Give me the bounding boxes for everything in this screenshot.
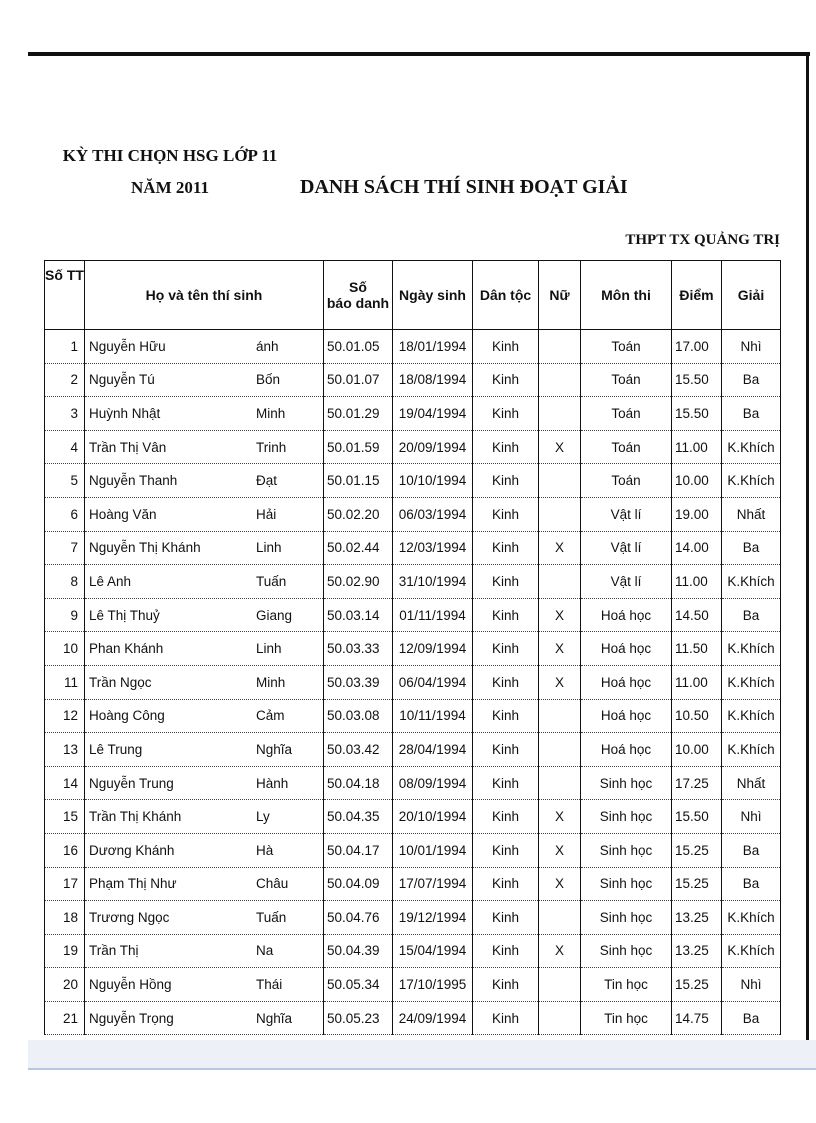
cell-ethnic: Kinh [473, 430, 539, 464]
cell-subject: Tin học [581, 1001, 672, 1035]
cell-surname: Trần Thị [89, 943, 139, 959]
col-header-subject: Môn thi [581, 261, 672, 330]
cell-female [539, 565, 581, 599]
cell-dob: 06/03/1994 [393, 497, 473, 531]
table-row [45, 833, 781, 867]
cell-ethnic: Kinh [473, 1001, 539, 1035]
table-row [45, 766, 781, 800]
cell-sbd: 50.04.39 [324, 934, 393, 968]
cell-stt: 16 [45, 833, 85, 867]
winners-table [44, 260, 781, 1035]
cell-sbd: 50.02.90 [324, 565, 393, 599]
cell-prize: Ba [722, 867, 781, 901]
cell-prize: Nhì [722, 800, 781, 834]
cell-name [85, 397, 324, 431]
cell-subject: Sinh học [581, 901, 672, 935]
cell-dob: 12/09/1994 [393, 632, 473, 666]
cell-surname: Nguyễn Trung [89, 775, 174, 791]
cell-given-name: Hải [256, 506, 277, 522]
page-title: DANH SÁCH THÍ SINH ĐOẠT GIẢI [300, 176, 628, 198]
cell-prize: Ba [722, 1001, 781, 1035]
cell-score: 14.50 [672, 598, 722, 632]
exam-name: KỲ THI CHỌN HSG LỚP 11 [62, 146, 278, 165]
cell-given-name: Ly [256, 809, 270, 825]
cell-given-name: Hành [256, 775, 289, 791]
cell-given-name: Nghĩa [256, 741, 293, 757]
col-header-stt: Số TT [45, 261, 85, 330]
cell-dob: 17/10/1995 [393, 968, 473, 1002]
cell-score: 15.50 [672, 397, 722, 431]
cell-stt: 6 [45, 497, 85, 531]
table-row [45, 330, 781, 364]
cell-name [85, 497, 324, 531]
cell-stt: 14 [45, 766, 85, 800]
cell-dob: 06/04/1994 [393, 665, 473, 699]
cell-score: 11.50 [672, 632, 722, 666]
cell-surname: Lê Anh [89, 573, 132, 589]
cell-ethnic: Kinh [473, 699, 539, 733]
top-border-line [28, 52, 810, 56]
cell-dob: 17/07/1994 [393, 867, 473, 901]
cell-ethnic: Kinh [473, 464, 539, 498]
cell-name [85, 1001, 324, 1035]
cell-surname: Hoàng Công [89, 708, 165, 724]
cell-female: X [539, 531, 581, 565]
cell-dob: 28/04/1994 [393, 733, 473, 767]
cell-prize: K.Khích [722, 565, 781, 599]
cell-dob: 10/11/1994 [393, 699, 473, 733]
cell-female [539, 699, 581, 733]
cell-dob: 08/09/1994 [393, 766, 473, 800]
cell-name [85, 531, 324, 565]
cell-ethnic: Kinh [473, 968, 539, 1002]
cell-given-name: Thái [256, 977, 283, 993]
cell-dob: 12/03/1994 [393, 531, 473, 565]
table-row [45, 632, 781, 666]
col-header-ethnic: Dân tộc [473, 261, 539, 330]
cell-prize: Ba [722, 833, 781, 867]
cell-dob: 01/11/1994 [393, 598, 473, 632]
cell-score: 15.50 [672, 363, 722, 397]
cell-dob: 19/12/1994 [393, 901, 473, 935]
cell-prize: Nhất [722, 766, 781, 800]
table-row [45, 800, 781, 834]
cell-name [85, 330, 324, 364]
cell-ethnic: Kinh [473, 766, 539, 800]
col-header-female: Nữ [539, 261, 581, 330]
cell-dob: 24/09/1994 [393, 1001, 473, 1035]
school-name: THPT TX QUẢNG TRỊ [625, 232, 780, 248]
cell-female: X [539, 934, 581, 968]
cell-female [539, 1001, 581, 1035]
cell-stt: 11 [45, 665, 85, 699]
table-row [45, 968, 781, 1002]
cell-stt: 1 [45, 330, 85, 364]
cell-name [85, 565, 324, 599]
cell-subject: Toán [581, 464, 672, 498]
cell-given-name: Châu [256, 876, 289, 892]
cell-stt: 9 [45, 598, 85, 632]
cell-ethnic: Kinh [473, 565, 539, 599]
cell-name [85, 632, 324, 666]
cell-given-name: Nghĩa [256, 1010, 293, 1026]
cell-surname: Lê Trung [89, 741, 143, 757]
cell-name [85, 968, 324, 1002]
cell-ethnic: Kinh [473, 800, 539, 834]
table-row [45, 867, 781, 901]
cell-given-name: Tuấn [256, 573, 287, 589]
cell-surname: Trương Ngọc [89, 909, 170, 925]
cell-name [85, 430, 324, 464]
cell-prize: K.Khích [722, 901, 781, 935]
cell-surname: Nguyễn Trọng [89, 1010, 174, 1026]
cell-dob: 15/04/1994 [393, 934, 473, 968]
cell-sbd: 50.01.29 [324, 397, 393, 431]
cell-name [85, 363, 324, 397]
cell-surname: Huỳnh Nhật [89, 405, 161, 421]
cell-dob: 31/10/1994 [393, 565, 473, 599]
cell-female [539, 330, 581, 364]
table-row [45, 397, 781, 431]
cell-score: 14.75 [672, 1001, 722, 1035]
cell-prize: Ba [722, 531, 781, 565]
exam-year: NĂM 2011 [131, 178, 209, 197]
cell-stt: 7 [45, 531, 85, 565]
cell-dob: 10/01/1994 [393, 833, 473, 867]
cell-surname: Nguyễn Hữu [89, 338, 166, 354]
cell-female [539, 968, 581, 1002]
table-row [45, 934, 781, 968]
table-row [45, 1001, 781, 1035]
cell-sbd: 50.04.17 [324, 833, 393, 867]
cell-sbd: 50.01.07 [324, 363, 393, 397]
cell-sbd: 50.03.33 [324, 632, 393, 666]
cell-score: 17.25 [672, 766, 722, 800]
cell-stt: 17 [45, 867, 85, 901]
cell-ethnic: Kinh [473, 363, 539, 397]
cell-surname: Trần Ngọc [89, 674, 152, 690]
cell-subject: Sinh học [581, 766, 672, 800]
cell-stt: 21 [45, 1001, 85, 1035]
cell-stt: 8 [45, 565, 85, 599]
table-row [45, 598, 781, 632]
cell-surname: Lê Thị Thuỷ [89, 607, 160, 623]
cell-ethnic: Kinh [473, 531, 539, 565]
col-header-score: Điểm [672, 261, 722, 330]
cell-dob: 18/01/1994 [393, 330, 473, 364]
cell-subject: Toán [581, 363, 672, 397]
cell-prize: K.Khích [722, 934, 781, 968]
cell-given-name: Na [256, 943, 274, 959]
cell-score: 10.50 [672, 699, 722, 733]
cell-sbd: 50.01.59 [324, 430, 393, 464]
cell-female: X [539, 632, 581, 666]
cell-prize: K.Khích [722, 733, 781, 767]
cell-given-name: Hà [256, 842, 274, 858]
cell-female [539, 497, 581, 531]
cell-score: 15.25 [672, 867, 722, 901]
cell-surname: Trần Thị Vân [89, 439, 167, 455]
cell-sbd: 50.04.18 [324, 766, 393, 800]
col-header-dob: Ngày sinh [393, 261, 473, 330]
cell-female: X [539, 833, 581, 867]
cell-surname: Nguyễn Tú [89, 372, 155, 388]
cell-dob: 20/09/1994 [393, 430, 473, 464]
cell-name [85, 800, 324, 834]
cell-subject: Sinh học [581, 800, 672, 834]
cell-surname: Phạm Thị Như [89, 876, 177, 892]
cell-surname: Dương Khánh [89, 842, 175, 858]
cell-ethnic: Kinh [473, 397, 539, 431]
cell-given-name: Minh [256, 674, 286, 690]
cell-dob: 18/08/1994 [393, 363, 473, 397]
cell-prize: Nhì [722, 330, 781, 364]
cell-ethnic: Kinh [473, 632, 539, 666]
table-row [45, 430, 781, 464]
cell-female [539, 766, 581, 800]
cell-subject: Vật lí [581, 565, 672, 599]
cell-name [85, 934, 324, 968]
table-row [45, 497, 781, 531]
cell-dob: 10/10/1994 [393, 464, 473, 498]
cell-score: 11.00 [672, 430, 722, 464]
cell-surname: Nguyễn Thanh [89, 473, 178, 489]
cell-surname: Hoàng Văn [89, 506, 157, 522]
table-row [45, 901, 781, 935]
cell-female [539, 464, 581, 498]
cell-score: 10.00 [672, 733, 722, 767]
table-row [45, 531, 781, 565]
cell-prize: K.Khích [722, 632, 781, 666]
cell-name [85, 733, 324, 767]
cell-given-name: Linh [256, 540, 282, 556]
cell-surname: Phan Khánh [89, 641, 164, 657]
cell-subject: Hoá học [581, 598, 672, 632]
cell-given-name: Tuấn [256, 909, 287, 925]
cell-given-name: ánh [256, 338, 279, 354]
cell-score: 15.50 [672, 800, 722, 834]
page-footer-band [28, 1040, 816, 1070]
cell-score: 15.25 [672, 968, 722, 1002]
table-row [45, 665, 781, 699]
cell-ethnic: Kinh [473, 833, 539, 867]
cell-ethnic: Kinh [473, 867, 539, 901]
cell-sbd: 50.03.42 [324, 733, 393, 767]
cell-prize: Nhì [722, 968, 781, 1002]
cell-subject: Vật lí [581, 531, 672, 565]
cell-stt: 19 [45, 934, 85, 968]
table-row [45, 699, 781, 733]
cell-female: X [539, 598, 581, 632]
cell-name [85, 699, 324, 733]
cell-prize: K.Khích [722, 430, 781, 464]
cell-sbd: 50.03.14 [324, 598, 393, 632]
cell-surname: Nguyễn Thị Khánh [89, 540, 201, 556]
right-border-line [806, 52, 809, 1042]
cell-surname: Trần Thị Khánh [89, 809, 182, 825]
cell-name [85, 598, 324, 632]
cell-ethnic: Kinh [473, 497, 539, 531]
cell-ethnic: Kinh [473, 901, 539, 935]
cell-ethnic: Kinh [473, 598, 539, 632]
cell-stt: 20 [45, 968, 85, 1002]
cell-subject: Sinh học [581, 833, 672, 867]
cell-name [85, 901, 324, 935]
cell-female [539, 733, 581, 767]
cell-sbd: 50.02.44 [324, 531, 393, 565]
cell-subject: Hoá học [581, 632, 672, 666]
cell-prize: K.Khích [722, 665, 781, 699]
cell-subject: Hoá học [581, 699, 672, 733]
cell-female: X [539, 800, 581, 834]
cell-female [539, 363, 581, 397]
cell-sbd: 50.01.15 [324, 464, 393, 498]
cell-given-name: Linh [256, 641, 282, 657]
cell-score: 15.25 [672, 833, 722, 867]
cell-prize: Ba [722, 397, 781, 431]
cell-name [85, 766, 324, 800]
cell-stt: 4 [45, 430, 85, 464]
cell-given-name: Đạt [256, 473, 278, 489]
cell-prize: K.Khích [722, 464, 781, 498]
cell-stt: 3 [45, 397, 85, 431]
cell-prize: Ba [722, 598, 781, 632]
cell-subject: Hoá học [581, 733, 672, 767]
cell-ethnic: Kinh [473, 665, 539, 699]
cell-given-name: Giang [256, 607, 293, 623]
cell-subject: Toán [581, 430, 672, 464]
cell-given-name: Minh [256, 405, 286, 421]
cell-sbd: 50.04.09 [324, 867, 393, 901]
cell-name [85, 867, 324, 901]
cell-subject: Hoá học [581, 665, 672, 699]
cell-sbd: 50.02.20 [324, 497, 393, 531]
table-row [45, 565, 781, 599]
cell-sbd: 50.03.39 [324, 665, 393, 699]
cell-sbd: 50.03.08 [324, 699, 393, 733]
cell-score: 13.25 [672, 901, 722, 935]
cell-subject: Tin học [581, 968, 672, 1002]
cell-ethnic: Kinh [473, 733, 539, 767]
cell-sbd: 50.04.35 [324, 800, 393, 834]
cell-stt: 15 [45, 800, 85, 834]
table-header-row [45, 261, 781, 330]
cell-prize: K.Khích [722, 699, 781, 733]
cell-sbd: 50.04.76 [324, 901, 393, 935]
cell-score: 11.00 [672, 565, 722, 599]
table-row [45, 464, 781, 498]
cell-name [85, 833, 324, 867]
cell-sbd: 50.05.34 [324, 968, 393, 1002]
cell-score: 14.00 [672, 531, 722, 565]
table-row [45, 363, 781, 397]
cell-prize: Nhất [722, 497, 781, 531]
cell-stt: 18 [45, 901, 85, 935]
cell-female [539, 397, 581, 431]
cell-given-name: Cảm [256, 708, 285, 724]
col-header-sbd: Số báo danh [324, 261, 393, 330]
cell-score: 19.00 [672, 497, 722, 531]
cell-stt: 5 [45, 464, 85, 498]
cell-stt: 13 [45, 733, 85, 767]
cell-female [539, 901, 581, 935]
cell-stt: 2 [45, 363, 85, 397]
cell-female: X [539, 867, 581, 901]
cell-subject: Sinh học [581, 934, 672, 968]
table-row [45, 733, 781, 767]
col-header-name: Họ và tên thí sinh [85, 261, 324, 330]
cell-score: 13.25 [672, 934, 722, 968]
cell-stt: 12 [45, 699, 85, 733]
exam-header [55, 140, 285, 204]
cell-prize: Ba [722, 363, 781, 397]
cell-score: 10.00 [672, 464, 722, 498]
cell-female: X [539, 430, 581, 464]
cell-subject: Toán [581, 330, 672, 364]
cell-ethnic: Kinh [473, 330, 539, 364]
cell-dob: 19/04/1994 [393, 397, 473, 431]
cell-score: 17.00 [672, 330, 722, 364]
cell-given-name: Bốn [256, 372, 281, 388]
cell-given-name: Trinh [256, 439, 287, 455]
cell-sbd: 50.05.23 [324, 1001, 393, 1035]
cell-ethnic: Kinh [473, 934, 539, 968]
col-header-prize: Giải [722, 261, 781, 330]
cell-sbd: 50.01.05 [324, 330, 393, 364]
cell-score: 11.00 [672, 665, 722, 699]
cell-stt: 10 [45, 632, 85, 666]
cell-dob: 20/10/1994 [393, 800, 473, 834]
cell-name [85, 665, 324, 699]
cell-subject: Vật lí [581, 497, 672, 531]
cell-female: X [539, 665, 581, 699]
cell-surname: Nguyễn Hồng [89, 977, 172, 993]
cell-subject: Toán [581, 397, 672, 431]
cell-subject: Sinh học [581, 867, 672, 901]
cell-name [85, 464, 324, 498]
